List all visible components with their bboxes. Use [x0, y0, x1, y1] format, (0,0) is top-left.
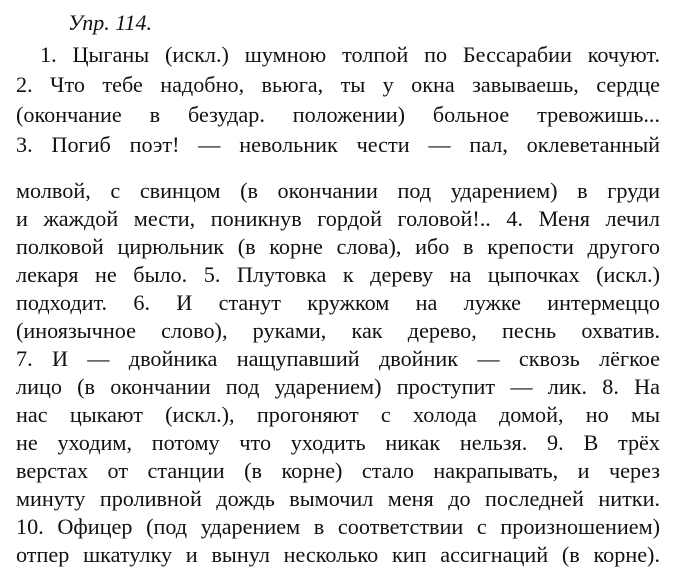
text-line: (иноязычное слово), руками, как дерево, песнь охватив.: [16, 318, 660, 343]
text-line: лицо (в окончании под ударением) проступит — лик. 8. На: [16, 374, 660, 399]
text-line: лекаря не было. 5. Плутовка к дереву на цыпочках (искл.): [16, 262, 660, 287]
text-line: полковой цирюльник (в корне слова), ибо в крепости другого: [16, 234, 660, 259]
text-line: (окончание в безудар. положении) больное тревожишь...: [16, 102, 660, 127]
exercise-heading: Упр. 114.: [68, 10, 153, 35]
text-line: отпер шкатулку и вынул несколько кип ассигнаций (в корне).: [16, 542, 660, 567]
text-line: молвой, с свинцом (в окончании под ударением) в груди: [16, 178, 660, 203]
text-line: 7. И — двойника нащупавший двойник — сквозь лёгкое: [16, 346, 660, 371]
text-line: верстах от станции (в корне) стало накрапывать, и через: [16, 458, 660, 483]
text-line: нас цыкают (искл.), прогоняют с холода домой, но мы: [16, 402, 660, 427]
text-line: подходит. 6. И станут кружком на лужке интермеццо: [16, 290, 660, 315]
text-line: минуту проливной дождь вымочил меня до последней нитки.: [16, 486, 660, 511]
text-line: не уходим, потому что уходить никак нельзя. 9. В трёх: [16, 430, 660, 455]
text-line: 1. Цыганы (искл.) шумною толпой по Бессарабии кочуют.: [40, 42, 660, 67]
text-line: 2. Что тебе надобно, вьюга, ты у окна завываешь, сердце: [16, 72, 660, 97]
text-line: и жаждой мести, поникнув гордой головой!.. 4. Меня лечил: [16, 206, 660, 231]
text-line: 3. Погиб поэт! — невольник чести — пал, оклеветанный: [16, 132, 660, 157]
text-line: 10. Офицер (под ударением в соответствии с произношением): [16, 514, 660, 539]
